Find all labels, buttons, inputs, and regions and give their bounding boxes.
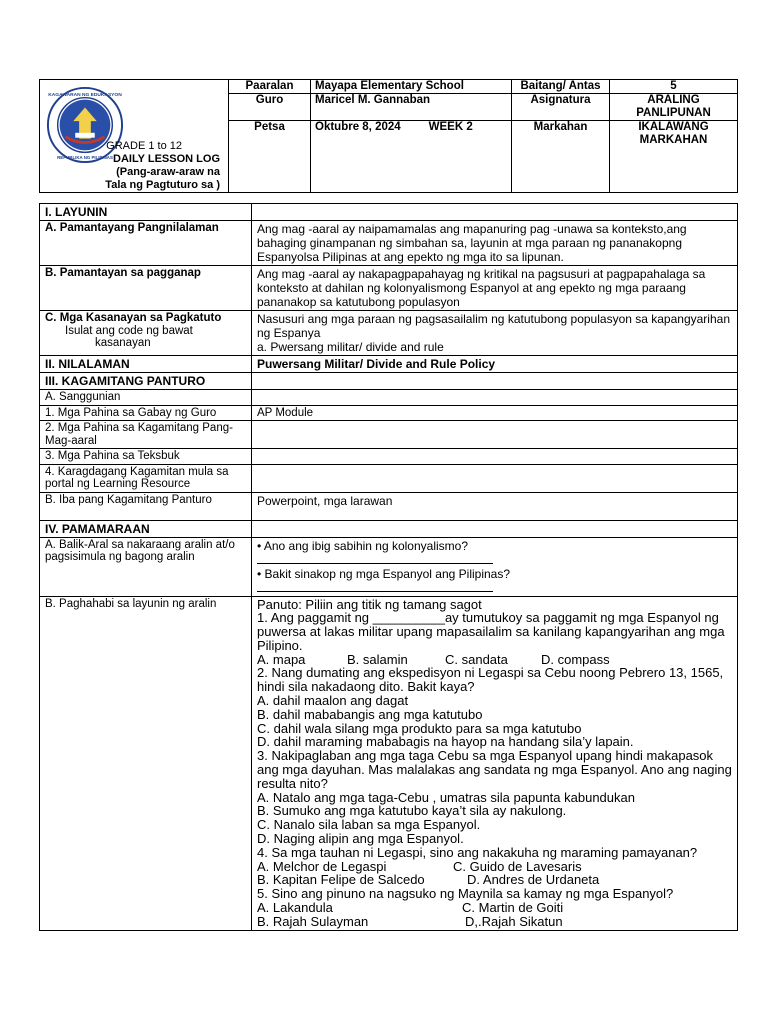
- markahan-value: IKALAWANG MARKAHAN: [610, 121, 738, 193]
- kagamitang-mag-aaral-label: 2. Mga Pahina sa Kagamitang Pang-Mag-aaral: [40, 421, 252, 449]
- petsa-label: Petsa: [229, 121, 311, 193]
- answer-line: [257, 589, 493, 592]
- q5-option-d: D,.Rajah Sikatun: [465, 913, 563, 929]
- q1-option-a: A. mapa: [257, 651, 306, 667]
- pamantayan-pagganap-text: Ang mag -aaral ay nakapagpapahayag ng kritikal na pagsusuri at pagpapahalaga sa konteksto at dahilan ng kolonyalismong Espanyol at ang epekto ng mga paraang pananakop sa katutubong populasyon: [252, 266, 738, 311]
- layunin-heading: I. LAYUNIN: [40, 204, 252, 221]
- balik-aral-cell: [252, 537, 738, 596]
- gabay-guro-label: 1. Mga Pahina sa Gabay ng Guro: [40, 405, 252, 421]
- petsa-cell: [311, 121, 512, 193]
- paghahabi-label: B. Paghahabi sa layunin ng aralin: [40, 596, 252, 930]
- kasanayan-label: C. Mga Kasanayan sa Pagkatuto: [45, 312, 222, 324]
- balik-aral-q1: • Ano ang ibig sabihin ng kolonyalismo?: [257, 538, 469, 553]
- question-5: 5. Sino ang pinuno na nagsuko ng Maynila sa kamay ng mga Espanyol?: [257, 886, 674, 902]
- q4-option-c: C. Guido de Lavesaris: [453, 858, 582, 874]
- question-4: 4. Sa mga tauhan ni Legaspi, sino ang nakakuha ng maraming pamayanan?: [257, 844, 698, 860]
- q5-option-c: C. Martin de Goiti: [462, 900, 564, 916]
- title-line-1: DAILY LESSON LOG: [113, 153, 220, 165]
- baitang-label: Baitang/ Antas: [512, 80, 610, 94]
- q5-option-b: B. Rajah Sulayman: [257, 913, 369, 929]
- question-3: 3. Nakipaglaban ang mga taga Cebu sa mga Espanyol upang hindi makapasok ang mga dayuhan. Mas malalakas ang sandata ng mga Espanyol. Ano ang naging resulta nito?: [257, 748, 732, 791]
- pamamaraan-heading: IV. PAMAMARAAN: [40, 520, 252, 537]
- question-4-options-row1: [257, 860, 732, 874]
- kagamitan-heading: III. KAGAMITANG PANTURO: [40, 373, 252, 390]
- q1-option-b: B. salamin: [347, 651, 408, 667]
- question-2: 2. Nang dumating ang ekspedisyon ni Legaspi sa Cebu noong Pebrero 13, 1565, hindi sila nakadaong dito. Bakit kaya?: [257, 665, 724, 695]
- title-line-3: Tala ng Pagtuturo sa ): [105, 179, 220, 191]
- petsa-value: Oktubre 8, 2024: [315, 121, 401, 133]
- q3-option-a: A. Natalo ang mga taga-Cebu , umatras sila papunta kabundukan: [257, 789, 635, 805]
- kasanayan-text: Nasusuri ang mga paraan ng pagsasailalim ng katutubong populasyon sa kapangyarihan ng Espanya: [257, 312, 730, 340]
- svg-text:REPUBLIKA NG PILIPINAS: REPUBLIKA NG PILIPINAS: [57, 155, 113, 161]
- grade-line: GRADE 1 to 12: [106, 140, 182, 152]
- teksbuk-label: 3. Mga Pahina sa Teksbuk: [40, 449, 252, 465]
- guro-label: Guro: [229, 94, 311, 121]
- pamantayang-pangnilalaman-label: A. Pamantayang Pangnilalaman: [40, 221, 252, 266]
- question-1-options: [257, 653, 732, 667]
- question-5-options-row1: [257, 901, 732, 915]
- nilalaman-text: Puwersang Militar/ Divide and Rule Policy: [252, 356, 738, 373]
- q4-option-d: D. Andres de Urdaneta: [467, 872, 600, 888]
- week-value: WEEK 2: [428, 121, 473, 133]
- svg-text:KAGAWARAN NG EDUKASYON: KAGAWARAN NG EDUKASYON: [48, 92, 122, 98]
- q3-option-b: B. Sumuko ang mga katutubo kaya’t sila ay nakulong.: [257, 803, 567, 819]
- balik-aral-q2: • Bakit sinakop ng mga Espanyol ang Pilipinas?: [257, 566, 511, 581]
- title-line-2: (Pang-araw-araw na: [116, 166, 220, 178]
- q2-option-c: C. dahil wala silang mga produkto para sa mga katutubo: [257, 720, 582, 736]
- learning-resource-label: 4. Karagdagang Kagamitan mula sa portal ng Learning Resource: [40, 464, 252, 492]
- asignatura-value: ARALING PANLIPUNAN: [610, 94, 738, 121]
- nilalaman-heading: II. NILALAMAN: [40, 356, 252, 373]
- guro-value: Maricel M. Gannaban: [311, 94, 512, 121]
- kasanayan-text-cell: [252, 311, 738, 356]
- lesson-table: [39, 203, 738, 931]
- q4-option-a: A. Melchor de Legaspi: [257, 858, 387, 874]
- quiz-cell: [252, 596, 738, 930]
- iba-pang-kagamitan-label: B. Iba pang Kagamitang Panturo: [40, 492, 252, 520]
- q2-option-d: D. dahil maraming mababagis na hayop na handang sila’y lapain.: [257, 734, 634, 750]
- q2-option-a: A. dahil maalon ang dagat: [257, 693, 409, 709]
- kasanayan-text-a: a. Pwersang militar/ divide and rule: [257, 340, 444, 354]
- q4-option-b: B. Kapitan Felipe de Salcedo: [257, 872, 425, 888]
- paaralan-label: Paaralan: [229, 80, 311, 94]
- pamantayang-pangnilalaman-text: Ang mag -aaral ay naipamamalas ang mapanuring pag -unawa sa konteksto,ang bahaging ginampanan ng simbahan sa, layunin at mga paraan ng pananakopng Espanyolsa Pilipinas at ang epekto ng mga ito sa lipunan.: [252, 221, 738, 266]
- balik-aral-label: A. Balik-Aral sa nakaraang aralin at/o pagsisimula ng bagong aralin: [40, 537, 252, 596]
- q1-option-c: C. sandata: [445, 651, 508, 667]
- kasanayan-sub2: kasanayan: [95, 337, 151, 349]
- lesson-log-title: [44, 140, 220, 192]
- q1-option-d: D. compass: [541, 651, 610, 667]
- answer-line: [257, 561, 493, 564]
- q3-option-c: C. Nanalo sila laban sa mga Espanyol.: [257, 817, 481, 833]
- question-1: 1. Ang paggamit ng __________ay tumutukoy sa paggamit ng mga Espanyol ng puwersa at lakas militar upang mapasailalim sa kanilang kapangyarihan ang mga Pilipino.: [257, 610, 725, 653]
- iba-pang-kagamitan-value: Powerpoint, mga larawan: [252, 492, 738, 520]
- panuto: Panuto: Piliin ang titik ng tamang sagot: [257, 596, 482, 612]
- markahan-label: Markahan: [512, 121, 610, 193]
- kasanayan-sub1: Isulat ang code ng bawat: [65, 324, 193, 337]
- question-4-options-row2: [257, 873, 732, 887]
- q5-option-a: A. Lakandula: [257, 900, 333, 916]
- gabay-guro-value: AP Module: [252, 405, 738, 421]
- logo-cell: [40, 80, 229, 193]
- paaralan-value: Mayapa Elementary School: [311, 80, 512, 94]
- header-table: [39, 79, 738, 193]
- q3-option-d: D. Naging alipin ang mga Espanyol.: [257, 831, 464, 847]
- asignatura-label: Asignatura: [512, 94, 610, 121]
- question-5-options-row2: [257, 915, 732, 929]
- pamantayan-pagganap-label: B. Pamantayan sa pagganap: [40, 266, 252, 311]
- baitang-value: 5: [610, 80, 738, 94]
- kasanayan-cell: [40, 311, 252, 356]
- sanggunian-label: A. Sanggunian: [40, 390, 252, 406]
- q2-option-b: B. dahil mababangis ang mga katutubo: [257, 706, 483, 722]
